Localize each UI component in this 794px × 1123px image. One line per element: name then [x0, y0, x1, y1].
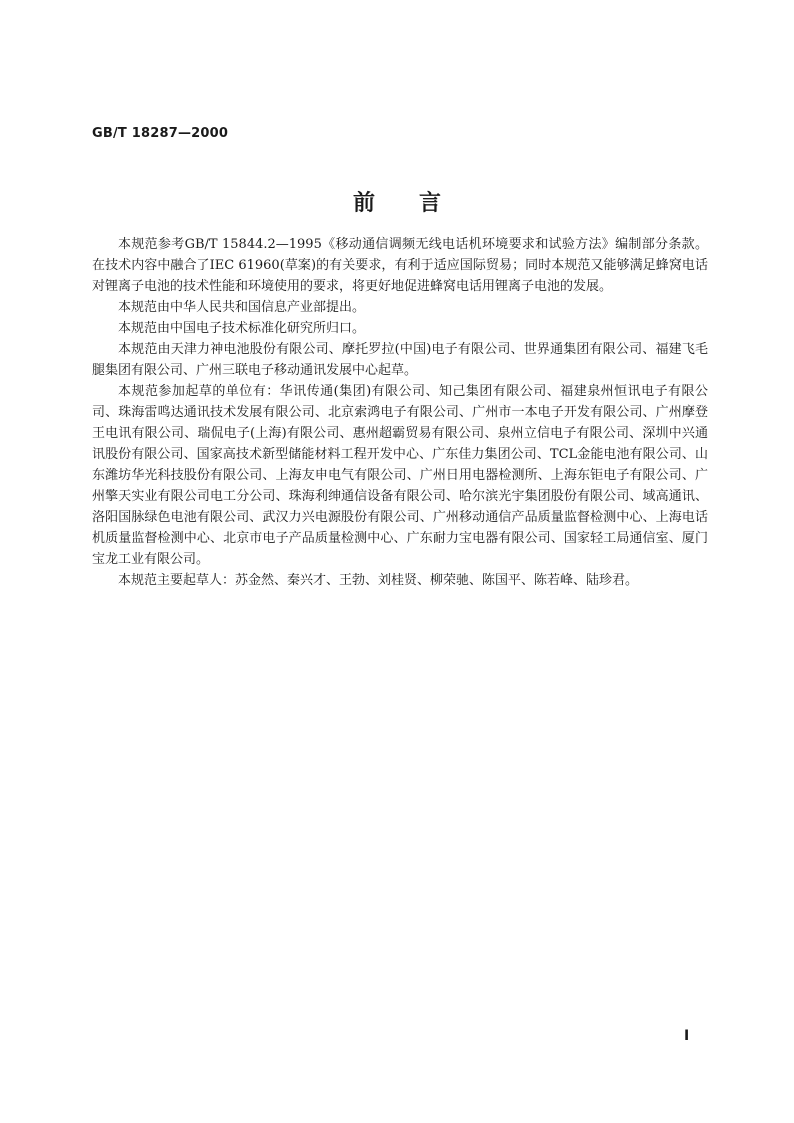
paragraph-main-drafters: 本规范主要起草人：苏金然、秦兴才、王勃、刘桂贤、柳荣驰、陈国平、陈若峰、陆珍君。 [118, 573, 639, 588]
paragraph-proposed-by: 本规范由中华人民共和国信息产业部提出。 [118, 300, 366, 315]
paragraph-reference: 本规范参考GB/T 15844.2—1995《移动通信调频无线电话机环境要求和试验方法》编制部分条款。在技术内容中融合了IEC 61960(草案)的有关要求，有利于适应国际贸易；同时本规范又能够满足蜂窝电话对锂离子电池的技术性能和环境使用的要求，将更好地促进蜂窝电话用锂离子电池的发展。 [92, 237, 708, 294]
standard-code: GB/T 18287—2000 [92, 126, 229, 141]
paragraph-drafted-by: 本规范由天津力神电池股份有限公司、摩托罗拉(中国)电子有限公司、世界通集团有限公司、福建飞毛腿集团有限公司、广州三联电子移动通讯发展中心起草。 [92, 342, 708, 378]
page-number: I [684, 1028, 690, 1044]
paragraph-centralized-by: 本规范由中国电子技术标准化研究所归口。 [118, 321, 366, 336]
page-title: 前言 [352, 191, 485, 216]
document-body [92, 234, 708, 591]
paragraph-participating-units: 本规范参加起草的单位有：华讯传通(集团)有限公司、知己集团有限公司、福建泉州恒讯电子有限公司、珠海雷鸣达通讯技术发展有限公司、北京索鸿电子有限公司、广州市一本电子开发有限公司、广州摩登王电讯有限公司、瑞侃电子(上海)有限公司、惠州超霸贸易有限公司、泉州立信电子有限公司、深圳中兴通讯股份有限公司、国家高技术新型储能材料工程开发中心、广东佳力集团公司、TCL金能电池有限公司、山东潍坊华光科技股份有限公司、上海友申电气有限公司、广州日用电器检测所、上海东钜电子有限公司、广州擎天实业有限公司电工分公司、珠海利绅通信设备有限公司、哈尔滨光宇集团股份有限公司、域高通讯、洛阳国脉绿色电池有限公司、武汉力兴电源股份有限公司、广州移动通信产品质量监督检测中心、上海电话机质量监督检测中心、北京市电子产品质量检测中心、广东耐力宝电器有限公司、国家轻工局通信室、厦门宝龙工业有限公司。 [92, 384, 708, 567]
